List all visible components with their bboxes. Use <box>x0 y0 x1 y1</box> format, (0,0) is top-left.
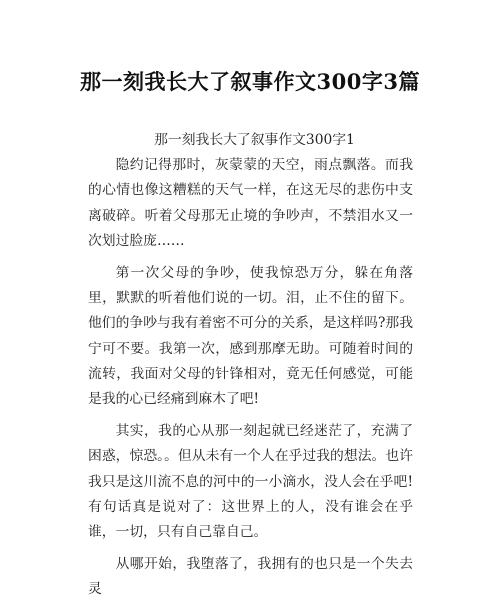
paragraph: 其实，我的心从那一刻起就已经迷茫了，充满了困惑，惊恐。。但从未有一个人在乎过我的想法。也许我只是这川流不息的河中的一小滴水，没人会在乎吧!有句话真是说对了：这世界上的人，没有谁会在乎谁，一切，只有自己靠自己。 <box>88 423 413 541</box>
paragraph: 隐约记得那时，灰蒙蒙的天空，雨点飘落。而我的心情也像这糟糕的天气一样，在这无尽的悲伤中支离破碎。听着父母那无止境的争吵声，不禁泪水又一次划过脸庞…… <box>88 157 413 249</box>
document-title: 那一刻我长大了叙事作文300字3篇 <box>80 69 420 94</box>
document-body <box>88 128 413 610</box>
essay-subtitle: 那一刻我长大了叙事作文300字1 <box>154 132 355 148</box>
paragraph: 第一次父母的争吵，使我惊恐万分，躲在角落里，默默的听着他们说的一切。泪，止不住的留下。他们的争吵与我有着密不可分的关系，是这样吗?那我宁可不要。我第一次，感到那摩无助。可随着时间的流转，我面对父母的针锋相对，竟无任何感觉，可能是我的心已经痛到麻木了吧! <box>88 265 413 408</box>
paragraph: 从哪开始，我堕落了，我拥有的也只是一个失去灵 <box>88 556 413 598</box>
